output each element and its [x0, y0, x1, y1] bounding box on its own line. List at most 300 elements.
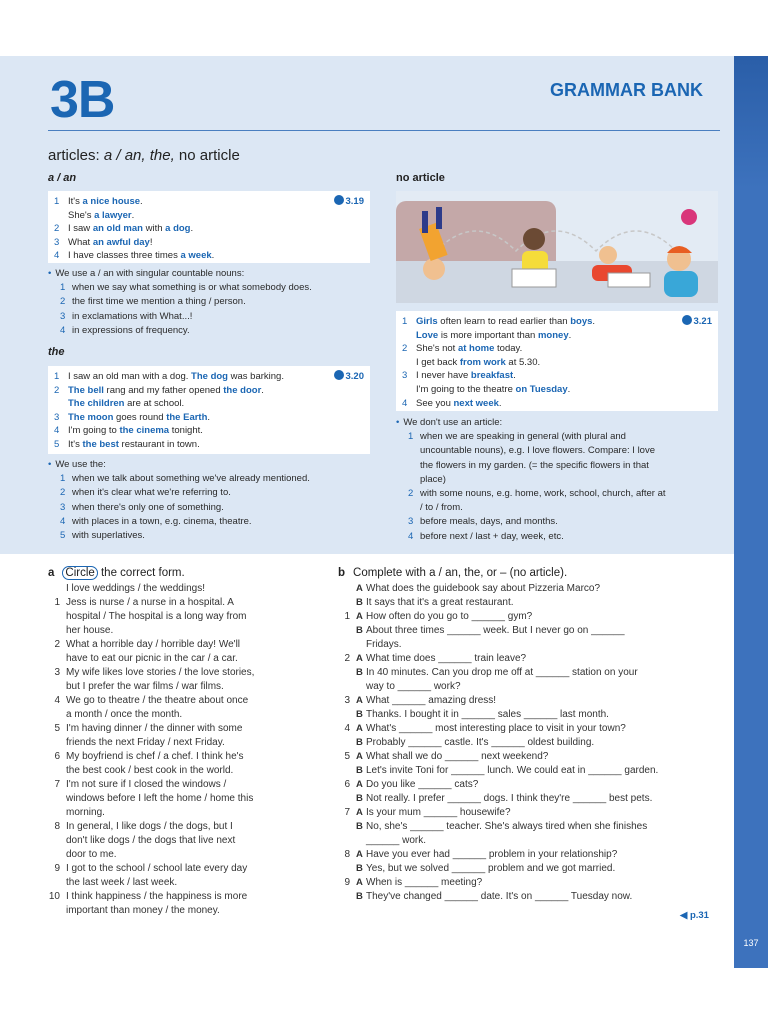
examples-a-an	[48, 191, 370, 263]
text-part: .	[140, 196, 143, 207]
item-number: 1	[54, 597, 60, 608]
rule-item	[396, 473, 718, 487]
example-text	[416, 369, 516, 383]
item-number	[338, 834, 356, 848]
rules-a-an	[48, 267, 378, 338]
item-number	[48, 876, 66, 890]
item-number	[48, 680, 66, 694]
item-number: 8	[344, 849, 350, 860]
example-text	[68, 424, 203, 438]
exercise-line	[338, 806, 728, 820]
item-text: What's ______ most interesting place to visit in your town?	[366, 723, 626, 734]
text-part: The bell	[68, 384, 104, 396]
item-text: What a horrible day / horrible day! We'll	[66, 639, 241, 650]
text-part: an awful day	[92, 236, 150, 248]
exercise-line	[48, 694, 328, 708]
text-part: .	[261, 384, 264, 396]
rule-number: 1	[408, 431, 414, 443]
bullet-icon: •	[48, 268, 52, 279]
speaker-icon	[334, 195, 344, 205]
exercise-line	[338, 708, 728, 722]
speaker-label: B	[356, 793, 363, 804]
example-number: 2	[54, 223, 60, 235]
example-text	[68, 222, 193, 236]
example-number: 4	[54, 250, 60, 262]
example-line	[54, 209, 364, 223]
exercise-a-heading: a Circle the correct form.	[48, 567, 185, 579]
item-text: What time does ______ train leave?	[366, 653, 527, 664]
text-part: The children	[68, 398, 125, 410]
example-text	[416, 329, 571, 343]
exercise-line	[338, 750, 728, 764]
text-part: next week	[453, 397, 499, 409]
item-text: I'm not sure if I closed the windows /	[66, 779, 227, 790]
rule-text: / to / from.	[420, 502, 463, 514]
example-number	[54, 397, 68, 411]
example-line	[402, 356, 712, 370]
item-text: It says that it's a great restaurant.	[366, 597, 514, 608]
text-part: at 5.30.	[505, 356, 541, 368]
text-part: .	[131, 209, 135, 221]
rule-item	[48, 324, 378, 338]
item-text: windows before I left the home / home this	[66, 793, 254, 804]
rule-text: the flowers in my garden. (= the specific flowers in that	[420, 459, 649, 471]
exercise-a	[48, 566, 328, 918]
rule-number: 3	[60, 501, 66, 513]
example-number	[402, 329, 416, 343]
example-line	[402, 315, 712, 329]
example-line	[54, 236, 364, 250]
example-number: 1	[402, 316, 408, 327]
item-number	[48, 708, 66, 722]
text-part: Love	[416, 329, 439, 341]
text-part: The moon	[68, 411, 114, 423]
example-line	[54, 249, 364, 263]
text-part: Girls	[416, 316, 438, 327]
rule-number: 3	[60, 310, 66, 322]
item-text: important than money / the money.	[66, 905, 220, 916]
rule-text: with superlatives.	[72, 530, 145, 542]
rule-item	[396, 430, 718, 444]
exercise-line	[338, 596, 728, 610]
item-text: What does the guidebook say about Pizzeria Marco?	[366, 583, 601, 594]
text-part: goes round	[113, 411, 167, 423]
subhead-the: the	[48, 346, 65, 358]
item-text: the last week / last week.	[66, 877, 178, 888]
item-text: Thanks. I bought it in ______ sales ______ last month.	[366, 709, 609, 720]
rule-text: with places in a town, e.g. cinema, theatre.	[72, 515, 252, 527]
text-part: the Earth	[166, 411, 208, 423]
speaker-icon	[682, 315, 692, 325]
text-part: See you	[416, 397, 454, 409]
speaker-label: B	[356, 597, 363, 608]
page-link[interactable]: ◀ p.31	[680, 910, 709, 921]
example-number: 1	[54, 371, 60, 382]
text-part: .	[211, 250, 215, 262]
rule-text: when we are speaking in general (with plural and	[420, 431, 626, 443]
text-part: breakfast	[470, 370, 514, 382]
item-number: 1	[344, 611, 350, 622]
example-text	[416, 383, 570, 397]
item-number: 5	[344, 751, 350, 762]
example-line	[54, 397, 364, 411]
item-text: Do you like ______ cats?	[366, 779, 479, 790]
example-text	[68, 249, 214, 263]
exercise-line	[338, 862, 728, 876]
exercise-line	[338, 792, 728, 806]
rule-intro-text: We use a / an with singular countable nouns:	[55, 268, 245, 279]
speaker-label: B	[356, 667, 363, 678]
exercise-line	[338, 764, 728, 778]
text-part: boys	[570, 316, 593, 327]
example-text	[68, 411, 210, 425]
rule-number	[408, 444, 420, 458]
children-illustration	[396, 191, 718, 303]
text-part: .	[190, 223, 194, 235]
bullet-icon: •	[396, 417, 400, 428]
item-text: door to me.	[66, 849, 117, 860]
item-text: her house.	[66, 625, 114, 636]
example-line	[402, 383, 712, 397]
text-part: It's	[68, 196, 83, 207]
exercise-line	[48, 680, 328, 694]
example-line	[54, 384, 364, 398]
rule-intro-text: We use the:	[55, 459, 106, 470]
exercise-line	[48, 722, 328, 736]
example-number: 4	[54, 425, 60, 437]
item-number: 9	[54, 863, 60, 874]
example-number: 3	[54, 236, 60, 248]
text-part: was barking.	[228, 371, 284, 382]
speaker-label: A	[356, 807, 363, 818]
rule-number	[408, 473, 420, 487]
item-text: My wife likes love stories / the love stories,	[66, 667, 255, 678]
item-number	[338, 764, 356, 778]
rule-item	[48, 529, 378, 543]
text-part: .	[567, 383, 571, 395]
exercise-line	[48, 708, 328, 722]
rule-text: before meals, days, and months.	[420, 516, 558, 528]
item-number	[338, 582, 356, 596]
examples-the	[48, 366, 370, 454]
exercise-b	[338, 566, 728, 904]
item-number	[338, 736, 356, 750]
exercise-line	[48, 750, 328, 764]
rule-number: 3	[408, 516, 414, 528]
exercise-b-heading: b Complete with a / an, the, or – (no article).	[338, 567, 568, 579]
text-part: !	[149, 236, 153, 248]
text-part: .	[568, 329, 572, 341]
example-line	[402, 342, 712, 356]
rule-number: 1	[60, 282, 66, 294]
section-heading: GRAMMAR BANK	[550, 80, 703, 100]
audio-badge[interactable]: 3.21	[682, 315, 713, 329]
item-number	[338, 680, 356, 694]
divider	[48, 130, 720, 131]
item-number	[338, 596, 356, 610]
exercise-line	[338, 694, 728, 708]
rule-number	[408, 501, 420, 515]
item-number: 6	[344, 779, 350, 790]
speaker-label: A	[356, 849, 363, 860]
rule-number: 2	[60, 296, 66, 308]
exercise-line	[48, 890, 328, 904]
rule-item	[396, 459, 718, 473]
rule-number: 4	[60, 324, 66, 336]
item-text: friends the next Friday / next Friday.	[66, 737, 225, 748]
example-text	[68, 370, 284, 384]
item-text: When is ______ meeting?	[366, 877, 483, 888]
side-bar	[734, 56, 768, 968]
text-part: The dog	[191, 371, 228, 382]
example-number	[402, 383, 416, 397]
exercise-line	[48, 596, 328, 610]
text-part: I get back	[416, 356, 460, 368]
example-text	[416, 356, 540, 370]
item-number: 2	[344, 653, 350, 664]
item-text: In general, I like dogs / the dogs, but I	[66, 821, 233, 832]
item-text: Not really. I prefer ______ dogs. I think they're ______ best pets.	[366, 793, 653, 804]
item-number: 3	[344, 695, 350, 706]
subhead-no-article: no article	[396, 172, 445, 184]
text-part: What	[68, 236, 93, 248]
rule-text: before next / last + day, week, etc.	[420, 530, 564, 542]
item-number	[48, 652, 66, 666]
item-text: I think happiness / the happiness is more	[66, 891, 248, 902]
example-line	[54, 222, 364, 236]
exercise-line	[338, 778, 728, 792]
audio-badge[interactable]: 3.19	[334, 195, 365, 209]
text-part: rang and my father opened	[103, 384, 224, 396]
text-part: a dog	[165, 223, 191, 235]
speaker-icon	[334, 370, 344, 380]
speaker-label: A	[356, 723, 363, 734]
item-number: 5	[54, 723, 60, 734]
speaker-label: A	[356, 751, 363, 762]
text-part: with	[142, 223, 166, 235]
rule-intro	[48, 267, 378, 281]
item-number	[338, 820, 356, 834]
item-number	[48, 904, 66, 918]
item-number	[48, 806, 66, 820]
examples-no-article	[396, 311, 718, 411]
item-number: 3	[54, 667, 60, 678]
audio-badge[interactable]: 3.20	[334, 370, 365, 384]
item-text: Let's invite Toni for ______ lunch. We could eat in ______ garden.	[366, 765, 659, 776]
item-number: 9	[344, 877, 350, 888]
example-line	[54, 438, 364, 452]
item-text: Yes, but we solved ______ problem and we got married.	[366, 863, 616, 874]
item-text: No, she's ______ teacher. She's always tired when she finishes	[366, 821, 648, 832]
exercise-line	[338, 610, 728, 624]
exercise-line	[338, 666, 728, 680]
item-text: Is your mum ______ housewife?	[366, 807, 511, 818]
item-text: Jess is nurse / a nurse in a hospital. A	[66, 597, 234, 608]
example-text	[416, 342, 522, 356]
text-part: a week	[180, 250, 212, 262]
rule-text: when it's clear what we're referring to.	[72, 487, 231, 499]
rule-item	[48, 501, 378, 515]
item-text: Probably ______ castle. It's ______ oldest building.	[366, 737, 595, 748]
item-text: My boyfriend is chef / a chef. I think he's	[66, 751, 244, 762]
exercise-line	[338, 638, 728, 652]
rule-text: uncountable nouns), e.g. I love flowers. Compare: I love	[420, 445, 655, 457]
rule-text: the first time we mention a thing / person.	[72, 296, 246, 308]
example-text	[68, 195, 143, 209]
example-number: 1	[54, 196, 60, 207]
exercise-line	[48, 778, 328, 792]
text-part: .	[592, 316, 596, 327]
rule-number: 4	[60, 515, 66, 527]
text-part: the cinema	[119, 425, 170, 437]
arrow-left-icon: ◀	[680, 910, 688, 921]
rule-number	[408, 459, 420, 473]
item-number: 7	[344, 807, 350, 818]
speaker-label: A	[356, 877, 363, 888]
text-part: It's	[68, 438, 83, 450]
illustration-svg	[396, 191, 718, 303]
item-text: What shall we do ______ next weekend?	[366, 751, 549, 762]
item-text: don't like dogs / the dogs that live next	[66, 835, 236, 846]
exercise-line	[48, 610, 328, 624]
item-text: way to ______ work?	[366, 681, 461, 692]
item-text: Fridays.	[366, 639, 402, 650]
item-text: hospital / The hospital is a long way from	[66, 611, 247, 622]
text-part: tonight.	[169, 425, 203, 437]
example-text	[68, 438, 200, 452]
item-text: In 40 minutes. Can you drop me off at ______ station on your	[366, 667, 638, 678]
rule-text: place)	[420, 473, 446, 485]
page-number: 137	[743, 938, 759, 948]
item-number	[338, 862, 356, 876]
example-number: 2	[402, 343, 408, 355]
rule-text: in exclamations with What...!	[72, 310, 193, 322]
item-number	[338, 890, 356, 904]
speaker-label	[356, 834, 366, 848]
item-text: the best cook / best cook in the world.	[66, 765, 234, 776]
example-number: 2	[54, 384, 60, 396]
item-number	[48, 736, 66, 750]
rule-item	[396, 530, 718, 544]
item-number: 4	[54, 695, 60, 706]
rule-item	[48, 486, 378, 500]
item-number: 6	[54, 751, 60, 762]
exercise-line	[48, 862, 328, 876]
exercise-line	[338, 624, 728, 638]
rule-number: 5	[60, 530, 66, 542]
item-text: I'm having dinner / the dinner with some	[66, 723, 243, 734]
exercise-line	[338, 876, 728, 890]
example-text	[68, 384, 264, 398]
speaker-label	[356, 680, 366, 694]
exercise-line	[338, 736, 728, 750]
item-number	[338, 624, 356, 638]
text-part: are at school.	[124, 398, 185, 410]
item-number	[48, 764, 66, 778]
rules-no-article	[396, 416, 718, 544]
item-text: a month / once the month.	[66, 709, 183, 720]
item-number	[48, 834, 66, 848]
example-line	[402, 329, 712, 343]
rule-text: with some nouns, e.g. home, work, school, church, after at	[420, 488, 666, 500]
item-number: 4	[344, 723, 350, 734]
example-line	[54, 370, 364, 384]
example-number	[402, 356, 416, 370]
rule-item	[396, 487, 718, 501]
example-line	[54, 195, 364, 209]
item-text: How often do you go to ______ gym?	[366, 611, 533, 622]
exercise-line	[338, 582, 728, 596]
example-number: 5	[54, 438, 60, 450]
rule-item	[396, 444, 718, 458]
rule-number: 4	[408, 530, 414, 542]
text-part: on Tuesday	[515, 383, 568, 395]
text-part: today.	[494, 343, 523, 355]
text-part: .	[513, 370, 516, 382]
text-part: .	[207, 411, 211, 423]
rule-text: when there's only one of something.	[72, 501, 224, 513]
example-text	[68, 209, 134, 223]
speaker-label: B	[356, 765, 363, 776]
grammar-page	[0, 56, 734, 968]
item-text: About three times ______ week. But I never go on ______	[366, 625, 625, 636]
unit-number: 3B	[50, 71, 115, 129]
example-text	[68, 236, 152, 250]
rules-the	[48, 458, 378, 543]
bullet-icon: •	[48, 459, 52, 470]
subhead-a-an: a / an	[48, 172, 77, 184]
speaker-label: A	[356, 653, 363, 664]
item-number	[338, 708, 356, 722]
speaker-label: A	[356, 583, 363, 594]
example-text	[416, 315, 595, 329]
item-text: have to eat our picnic in the car / a car.	[66, 653, 238, 664]
exercise-line	[338, 652, 728, 666]
speaker-label: B	[356, 891, 363, 902]
exercise-line	[48, 666, 328, 680]
text-part: I saw an old man with a dog.	[68, 371, 192, 382]
exercise-line	[48, 834, 328, 848]
rule-text: in expressions of frequency.	[72, 324, 190, 336]
item-text: I love weddings / the weddings!	[66, 583, 205, 594]
rule-item	[48, 281, 378, 295]
item-text: We go to theatre / the theatre about once	[66, 695, 249, 706]
rule-item	[48, 515, 378, 529]
speaker-label: B	[356, 863, 363, 874]
exercise-line	[48, 764, 328, 778]
item-text: They've changed ______ date. It's on ______ Tuesday now.	[366, 891, 633, 902]
rule-number: 2	[408, 488, 414, 500]
text-part: I'm going to	[68, 425, 120, 437]
speaker-label: B	[356, 709, 363, 720]
text-part: She's not	[416, 343, 458, 355]
rule-number: 2	[60, 487, 66, 499]
item-number	[48, 624, 66, 638]
text-part: I have classes three times	[68, 250, 181, 262]
text-part: a nice house	[82, 196, 141, 207]
rule-item	[48, 310, 378, 324]
item-number	[338, 638, 356, 652]
text-part: is more important than	[438, 329, 538, 341]
speaker-label	[356, 638, 366, 652]
rule-intro-text: We don't use an article:	[403, 417, 503, 428]
exercise-line	[48, 638, 328, 652]
item-number	[338, 666, 356, 680]
item-text: but I prefer the war films / war films.	[66, 681, 224, 692]
speaker-label: B	[356, 625, 363, 636]
example-number	[54, 209, 68, 223]
text-part: a lawyer	[94, 209, 132, 221]
